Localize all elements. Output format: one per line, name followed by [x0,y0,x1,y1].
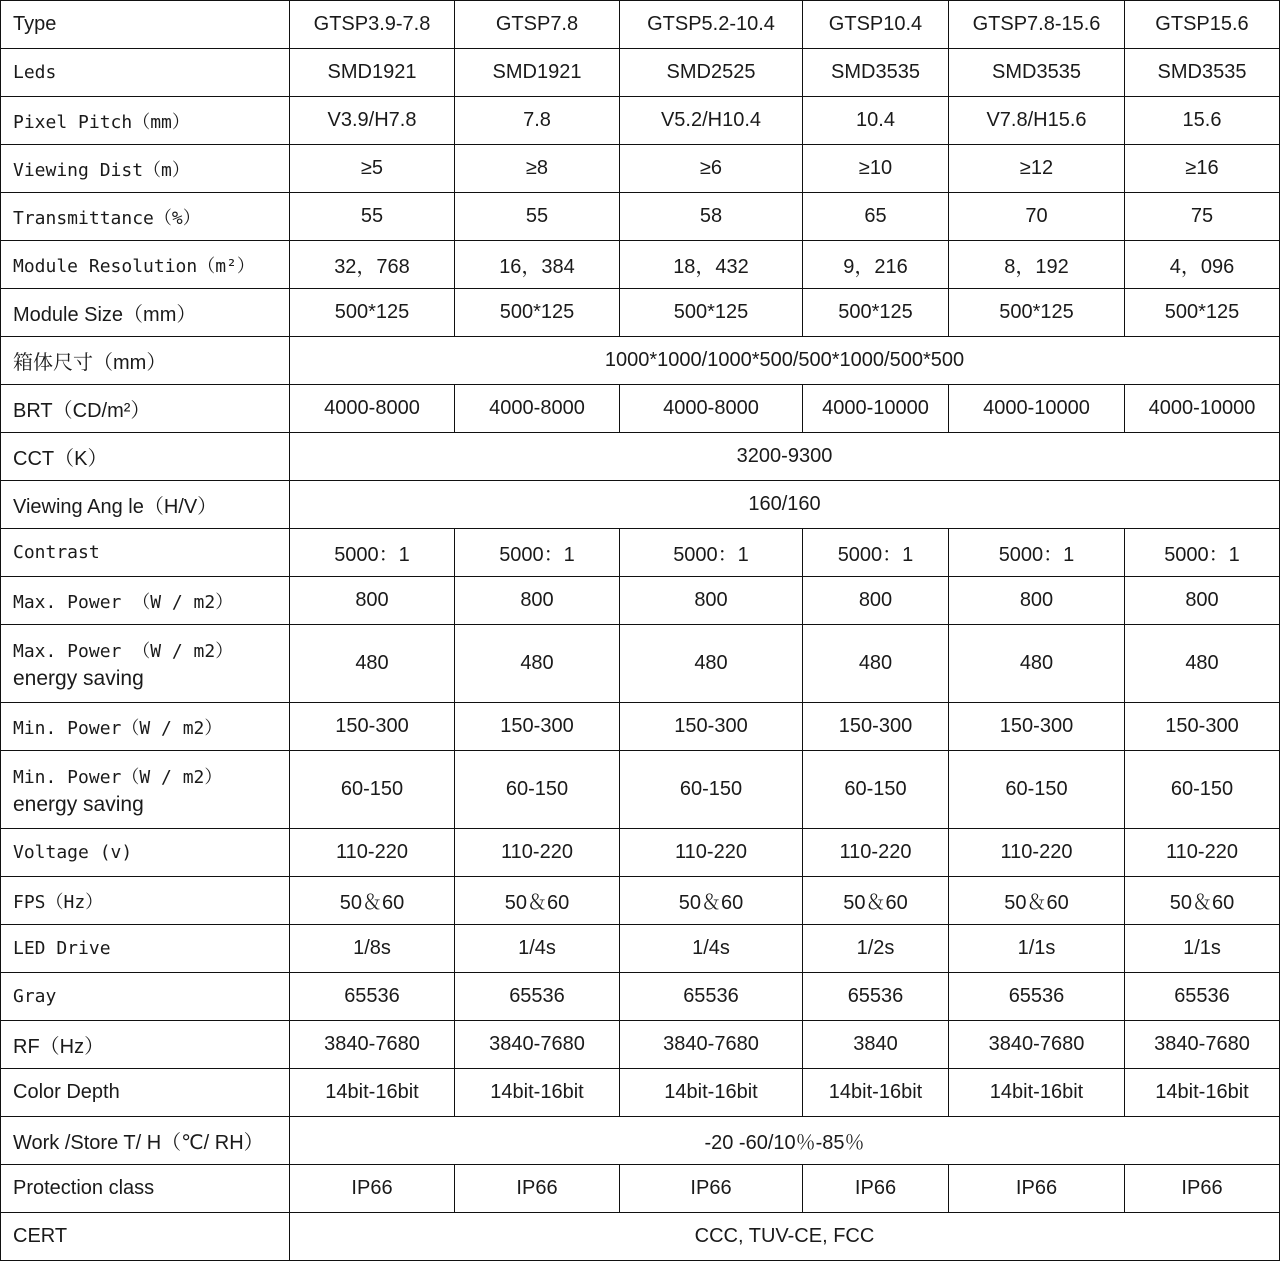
value-cell: 1/2s [803,925,949,973]
value-cell: SMD3535 [803,49,949,97]
row-label-text: Viewing Dist（m） [13,159,190,181]
table-row [1,1213,1280,1261]
value-cell: 5000：1 [455,529,620,577]
table-row [1,625,1280,703]
value-cell: 60-150 [620,751,803,829]
value-cell: 110-220 [803,829,949,877]
row-label [1,577,290,625]
row-label [1,241,290,289]
column-header: GTSP15.6 [1125,1,1280,49]
row-label-text: Pixel Pitch（mm） [13,111,190,133]
value-cell: 65536 [455,973,620,1021]
row-label [1,973,290,1021]
value-cell: ≥16 [1125,145,1280,193]
value-cell: 3840-7680 [1125,1021,1280,1069]
row-label [1,481,290,529]
value-cell: 110-220 [290,829,455,877]
value-cell: 800 [620,577,803,625]
value-cell: 110-220 [949,829,1125,877]
value-cell: 3840-7680 [949,1021,1125,1069]
value-cell: 110-220 [620,829,803,877]
column-header: GTSP10.4 [803,1,949,49]
row-label-text: Work /Store T/ H（℃/ RH） [13,1132,264,1154]
row-label-text: Viewing Ang le（H/V） [13,496,218,518]
value-cell: 3840-7680 [290,1021,455,1069]
value-cell: 65536 [803,973,949,1021]
value-cell: 5000：1 [620,529,803,577]
merged-value-cell: CCC, TUV-CE, FCC [290,1213,1280,1261]
row-label-text: Min. Power（W / m2） [13,766,223,788]
table-row [1,385,1280,433]
value-cell: 32，768 [290,241,455,289]
table-row [1,577,1280,625]
row-label-text: Voltage (v) [13,842,133,863]
row-label [1,97,290,145]
value-cell: 14bit-16bit [455,1069,620,1117]
value-cell: 3840 [803,1021,949,1069]
value-cell: 7.8 [455,97,620,145]
value-cell: 800 [455,577,620,625]
value-cell: 480 [1125,625,1280,703]
table-row [1,751,1280,829]
value-cell: 500*125 [803,289,949,337]
table-row [1,1165,1280,1213]
column-header: GTSP7.8 [455,1,620,49]
value-cell: 3840-7680 [620,1021,803,1069]
value-cell: 150-300 [803,703,949,751]
table-row [1,1117,1280,1165]
value-cell: IP66 [620,1165,803,1213]
row-label [1,925,290,973]
table-row [1,97,1280,145]
row-label-text: BRT（CD/m²） [13,400,151,422]
value-cell: 480 [290,625,455,703]
value-cell: 150-300 [620,703,803,751]
table-row [1,481,1280,529]
value-cell: 4，096 [1125,241,1280,289]
value-cell: 50＆60 [1125,877,1280,925]
row-label-text: Min. Power（W / m2） [13,717,223,739]
value-cell: 4000-8000 [620,385,803,433]
value-cell: SMD1921 [290,49,455,97]
value-cell: ≥8 [455,145,620,193]
row-label-text: LED Drive [13,938,111,959]
row-label-text: RF（Hz） [13,1036,105,1058]
row-label [1,289,290,337]
value-cell: 1/4s [620,925,803,973]
value-cell: 70 [949,193,1125,241]
table-row [1,193,1280,241]
value-cell: SMD2525 [620,49,803,97]
column-header: GTSP3.9-7.8 [290,1,455,49]
value-cell: IP66 [1125,1165,1280,1213]
merged-value-cell: 160/160 [290,481,1280,529]
value-cell: 65536 [620,973,803,1021]
row-label-text: Gray [13,986,57,1007]
row-sublabel: energy saving [13,666,144,690]
value-cell: 8，192 [949,241,1125,289]
header-row [1,1,1280,49]
value-cell: 60-150 [1125,751,1280,829]
value-cell: 500*125 [290,289,455,337]
column-header: GTSP7.8-15.6 [949,1,1125,49]
value-cell: 58 [620,193,803,241]
value-cell: ≥6 [620,145,803,193]
value-cell: 4000-8000 [455,385,620,433]
value-cell: 110-220 [1125,829,1280,877]
value-cell: 480 [803,625,949,703]
row-label [1,433,290,481]
row-label-text: Color Depth [13,1081,120,1103]
value-cell: 800 [290,577,455,625]
row-label-text: Max. Power （W / m2） [13,591,234,613]
value-cell: 15.6 [1125,97,1280,145]
table-row [1,877,1280,925]
value-cell: 110-220 [455,829,620,877]
table-row [1,433,1280,481]
header-label: Type [1,1,290,49]
value-cell: 18，432 [620,241,803,289]
row-label [1,751,290,829]
row-label [1,337,290,385]
merged-value-cell: 1000*1000/1000*500/500*1000/500*500 [290,337,1280,385]
row-label [1,1213,290,1261]
spec-table-body [1,1,1280,1261]
value-cell: 500*125 [949,289,1125,337]
row-label [1,625,290,703]
value-cell: 1/1s [1125,925,1280,973]
table-row [1,1069,1280,1117]
row-label [1,193,290,241]
value-cell: 480 [620,625,803,703]
table-row [1,829,1280,877]
value-cell: 5000：1 [1125,529,1280,577]
row-label-text: Max. Power （W / m2） [13,640,234,662]
value-cell: 60-150 [949,751,1125,829]
value-cell: IP66 [949,1165,1125,1213]
value-cell: 4000-10000 [803,385,949,433]
row-label [1,1021,290,1069]
row-label-text: Contrast [13,542,100,563]
value-cell: ≥10 [803,145,949,193]
value-cell: 65536 [290,973,455,1021]
value-cell: 65536 [1125,973,1280,1021]
value-cell: 16，384 [455,241,620,289]
value-cell: 5000：1 [949,529,1125,577]
value-cell: 60-150 [803,751,949,829]
value-cell: 500*125 [455,289,620,337]
value-cell: 50＆60 [455,877,620,925]
row-label-text: CCT（K） [13,448,108,470]
value-cell: 14bit-16bit [803,1069,949,1117]
value-cell: 14bit-16bit [1125,1069,1280,1117]
value-cell: 55 [290,193,455,241]
value-cell: 500*125 [1125,289,1280,337]
table-row [1,145,1280,193]
value-cell: IP66 [290,1165,455,1213]
value-cell: 9，216 [803,241,949,289]
value-cell: 60-150 [290,751,455,829]
table-row [1,241,1280,289]
value-cell: SMD3535 [1125,49,1280,97]
value-cell: V3.9/H7.8 [290,97,455,145]
value-cell: 800 [1125,577,1280,625]
row-label [1,877,290,925]
value-cell: 150-300 [455,703,620,751]
value-cell: 5000：1 [803,529,949,577]
value-cell: 480 [949,625,1125,703]
value-cell: 60-150 [455,751,620,829]
table-row [1,529,1280,577]
row-label-text: Leds [13,62,57,83]
value-cell: 500*125 [620,289,803,337]
value-cell: 5000：1 [290,529,455,577]
row-label [1,1069,290,1117]
value-cell: 1/4s [455,925,620,973]
row-label [1,1117,290,1165]
value-cell: 50＆60 [949,877,1125,925]
value-cell: ≥5 [290,145,455,193]
table-row [1,289,1280,337]
value-cell: 14bit-16bit [290,1069,455,1117]
column-header: GTSP5.2-10.4 [620,1,803,49]
row-label-text: Module Size（mm） [13,304,197,326]
row-label [1,529,290,577]
row-label-text: Transmittance（%） [13,207,201,229]
row-label [1,829,290,877]
value-cell: 3840-7680 [455,1021,620,1069]
row-label-text: FPS（Hz） [13,891,104,913]
value-cell: 4000-10000 [1125,385,1280,433]
value-cell: 150-300 [290,703,455,751]
value-cell: 55 [455,193,620,241]
value-cell: 65536 [949,973,1125,1021]
row-label [1,385,290,433]
value-cell: ≥12 [949,145,1125,193]
row-label-text: Protection class [13,1177,155,1199]
value-cell: 1/8s [290,925,455,973]
row-label-text: 箱体尺寸（mm） [13,352,167,374]
value-cell: 4000-10000 [949,385,1125,433]
value-cell: V7.8/H15.6 [949,97,1125,145]
value-cell: 65 [803,193,949,241]
value-cell: IP66 [455,1165,620,1213]
value-cell: IP66 [803,1165,949,1213]
value-cell: 50＆60 [803,877,949,925]
value-cell: 50＆60 [620,877,803,925]
table-row [1,973,1280,1021]
table-row [1,703,1280,751]
value-cell: SMD1921 [455,49,620,97]
value-cell: 14bit-16bit [949,1069,1125,1117]
value-cell: V5.2/H10.4 [620,97,803,145]
value-cell: 800 [803,577,949,625]
value-cell: 14bit-16bit [620,1069,803,1117]
value-cell: 75 [1125,193,1280,241]
merged-value-cell: 3200-9300 [290,433,1280,481]
value-cell: 150-300 [949,703,1125,751]
table-row [1,49,1280,97]
row-label [1,49,290,97]
table-row [1,337,1280,385]
table-row [1,925,1280,973]
row-label [1,703,290,751]
row-label-text: CERT [13,1225,68,1247]
row-label [1,1165,290,1213]
row-label-text: Module Resolution（m²） [13,255,255,277]
value-cell: 1/1s [949,925,1125,973]
value-cell: 150-300 [1125,703,1280,751]
value-cell: 50＆60 [290,877,455,925]
row-sublabel: energy saving [13,792,144,816]
merged-value-cell: -20 -60/10％-85％ [290,1117,1280,1165]
value-cell: 800 [949,577,1125,625]
value-cell: 480 [455,625,620,703]
row-label [1,145,290,193]
value-cell: 10.4 [803,97,949,145]
value-cell: 4000-8000 [290,385,455,433]
table-row [1,1021,1280,1069]
value-cell: SMD3535 [949,49,1125,97]
